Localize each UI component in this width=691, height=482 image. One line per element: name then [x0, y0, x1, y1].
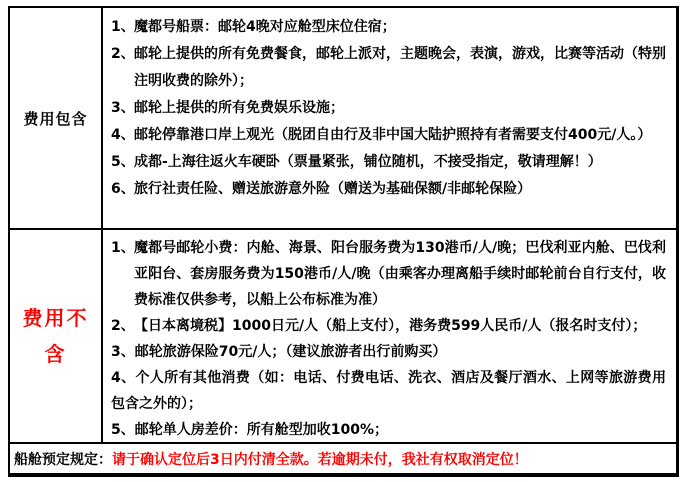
item-text: 邮轮单人房差价：所有舱型加收100%； — [134, 422, 389, 438]
fee-exclude-label: 费用不含 — [22, 306, 89, 366]
item-number: 5、 — [111, 422, 135, 438]
fee-item — [111, 176, 666, 203]
booking-rule-notice: 请于确认定位后3日内付清全款。若逾期未付，我社有权取消定位！ — [112, 451, 528, 468]
booking-rule-label: 船舱预定规定： — [14, 451, 112, 468]
fee-item — [111, 14, 666, 41]
fee-include-label: 费用包含 — [23, 109, 88, 128]
item-text: 个人所有其他消费（如：电话、付费电话、洗衣、酒店及餐厅酒水、上网等旅游费用包含之外的）； — [111, 370, 667, 412]
fee-include-content — [103, 8, 676, 228]
fee-item — [111, 149, 666, 176]
fee-exclude-content — [103, 230, 676, 442]
item-number: 3、 — [111, 100, 135, 116]
item-text: 魔都号船票：邮轮4晚对应舱型床位住宿； — [134, 19, 396, 35]
item-number: 1、 — [111, 240, 135, 256]
fee-item — [111, 417, 666, 442]
item-text: 邮轮旅游保险70元/人；（建议旅游者出行前购买） — [134, 344, 447, 360]
item-text: 邮轮上提供的所有免费娱乐设施； — [134, 100, 344, 116]
fee-item — [111, 235, 666, 313]
item-text: 旅行社责任险、赠送旅游意外险（赠送为基础保额/非邮轮保险） — [134, 181, 532, 197]
item-number: 4、 — [111, 127, 135, 143]
fee-item — [111, 339, 666, 365]
fee-include-row — [10, 8, 676, 230]
item-number: 2、 — [111, 46, 135, 62]
item-number: 2、 — [111, 318, 135, 334]
fee-item — [111, 313, 666, 339]
fee-item — [111, 41, 666, 95]
item-number: 1、 — [111, 19, 135, 35]
item-text: 【日本离境税】1000日元/人（船上支付），港务费599人民币/人（报名时支付）； — [134, 318, 647, 334]
fee-include-label-cell — [10, 8, 103, 228]
item-text: 魔都号邮轮小费：内舱、海景、阳台服务费为130港币/人/晚；巴伐利亚内舱、巴伐利亚阳台、套房服务费为150港币/人/晚（由乘客办理离船手续时邮轮前台自行支付，收费标准仅供参考，以船上公布标准为准） — [134, 240, 666, 308]
item-number: 6、 — [111, 181, 135, 197]
item-text: 邮轮上提供的所有免费餐食，邮轮上派对，主题晚会，表演，游戏，比赛等活动（特别注明收费的除外）； — [134, 46, 666, 89]
item-number: 5、 — [111, 154, 135, 170]
fee-exclude-row — [10, 230, 676, 444]
item-number: 3、 — [111, 344, 135, 360]
booking-rule-row — [10, 444, 676, 473]
item-text: 邮轮停靠港口岸上观光（脱团自由行及非中国大陆护照持有者需要支付400元/人。） — [134, 127, 652, 143]
fee-item — [111, 122, 666, 149]
item-number: 4、 — [111, 370, 136, 386]
item-text: 成都-上海往返火车硬卧（票量紧张，铺位随机，不接受指定，敬请理解！） — [134, 154, 602, 170]
fee-exclude-label-cell — [10, 230, 103, 442]
fee-item — [111, 365, 666, 417]
fee-item — [111, 95, 666, 122]
fee-table — [8, 6, 679, 477]
